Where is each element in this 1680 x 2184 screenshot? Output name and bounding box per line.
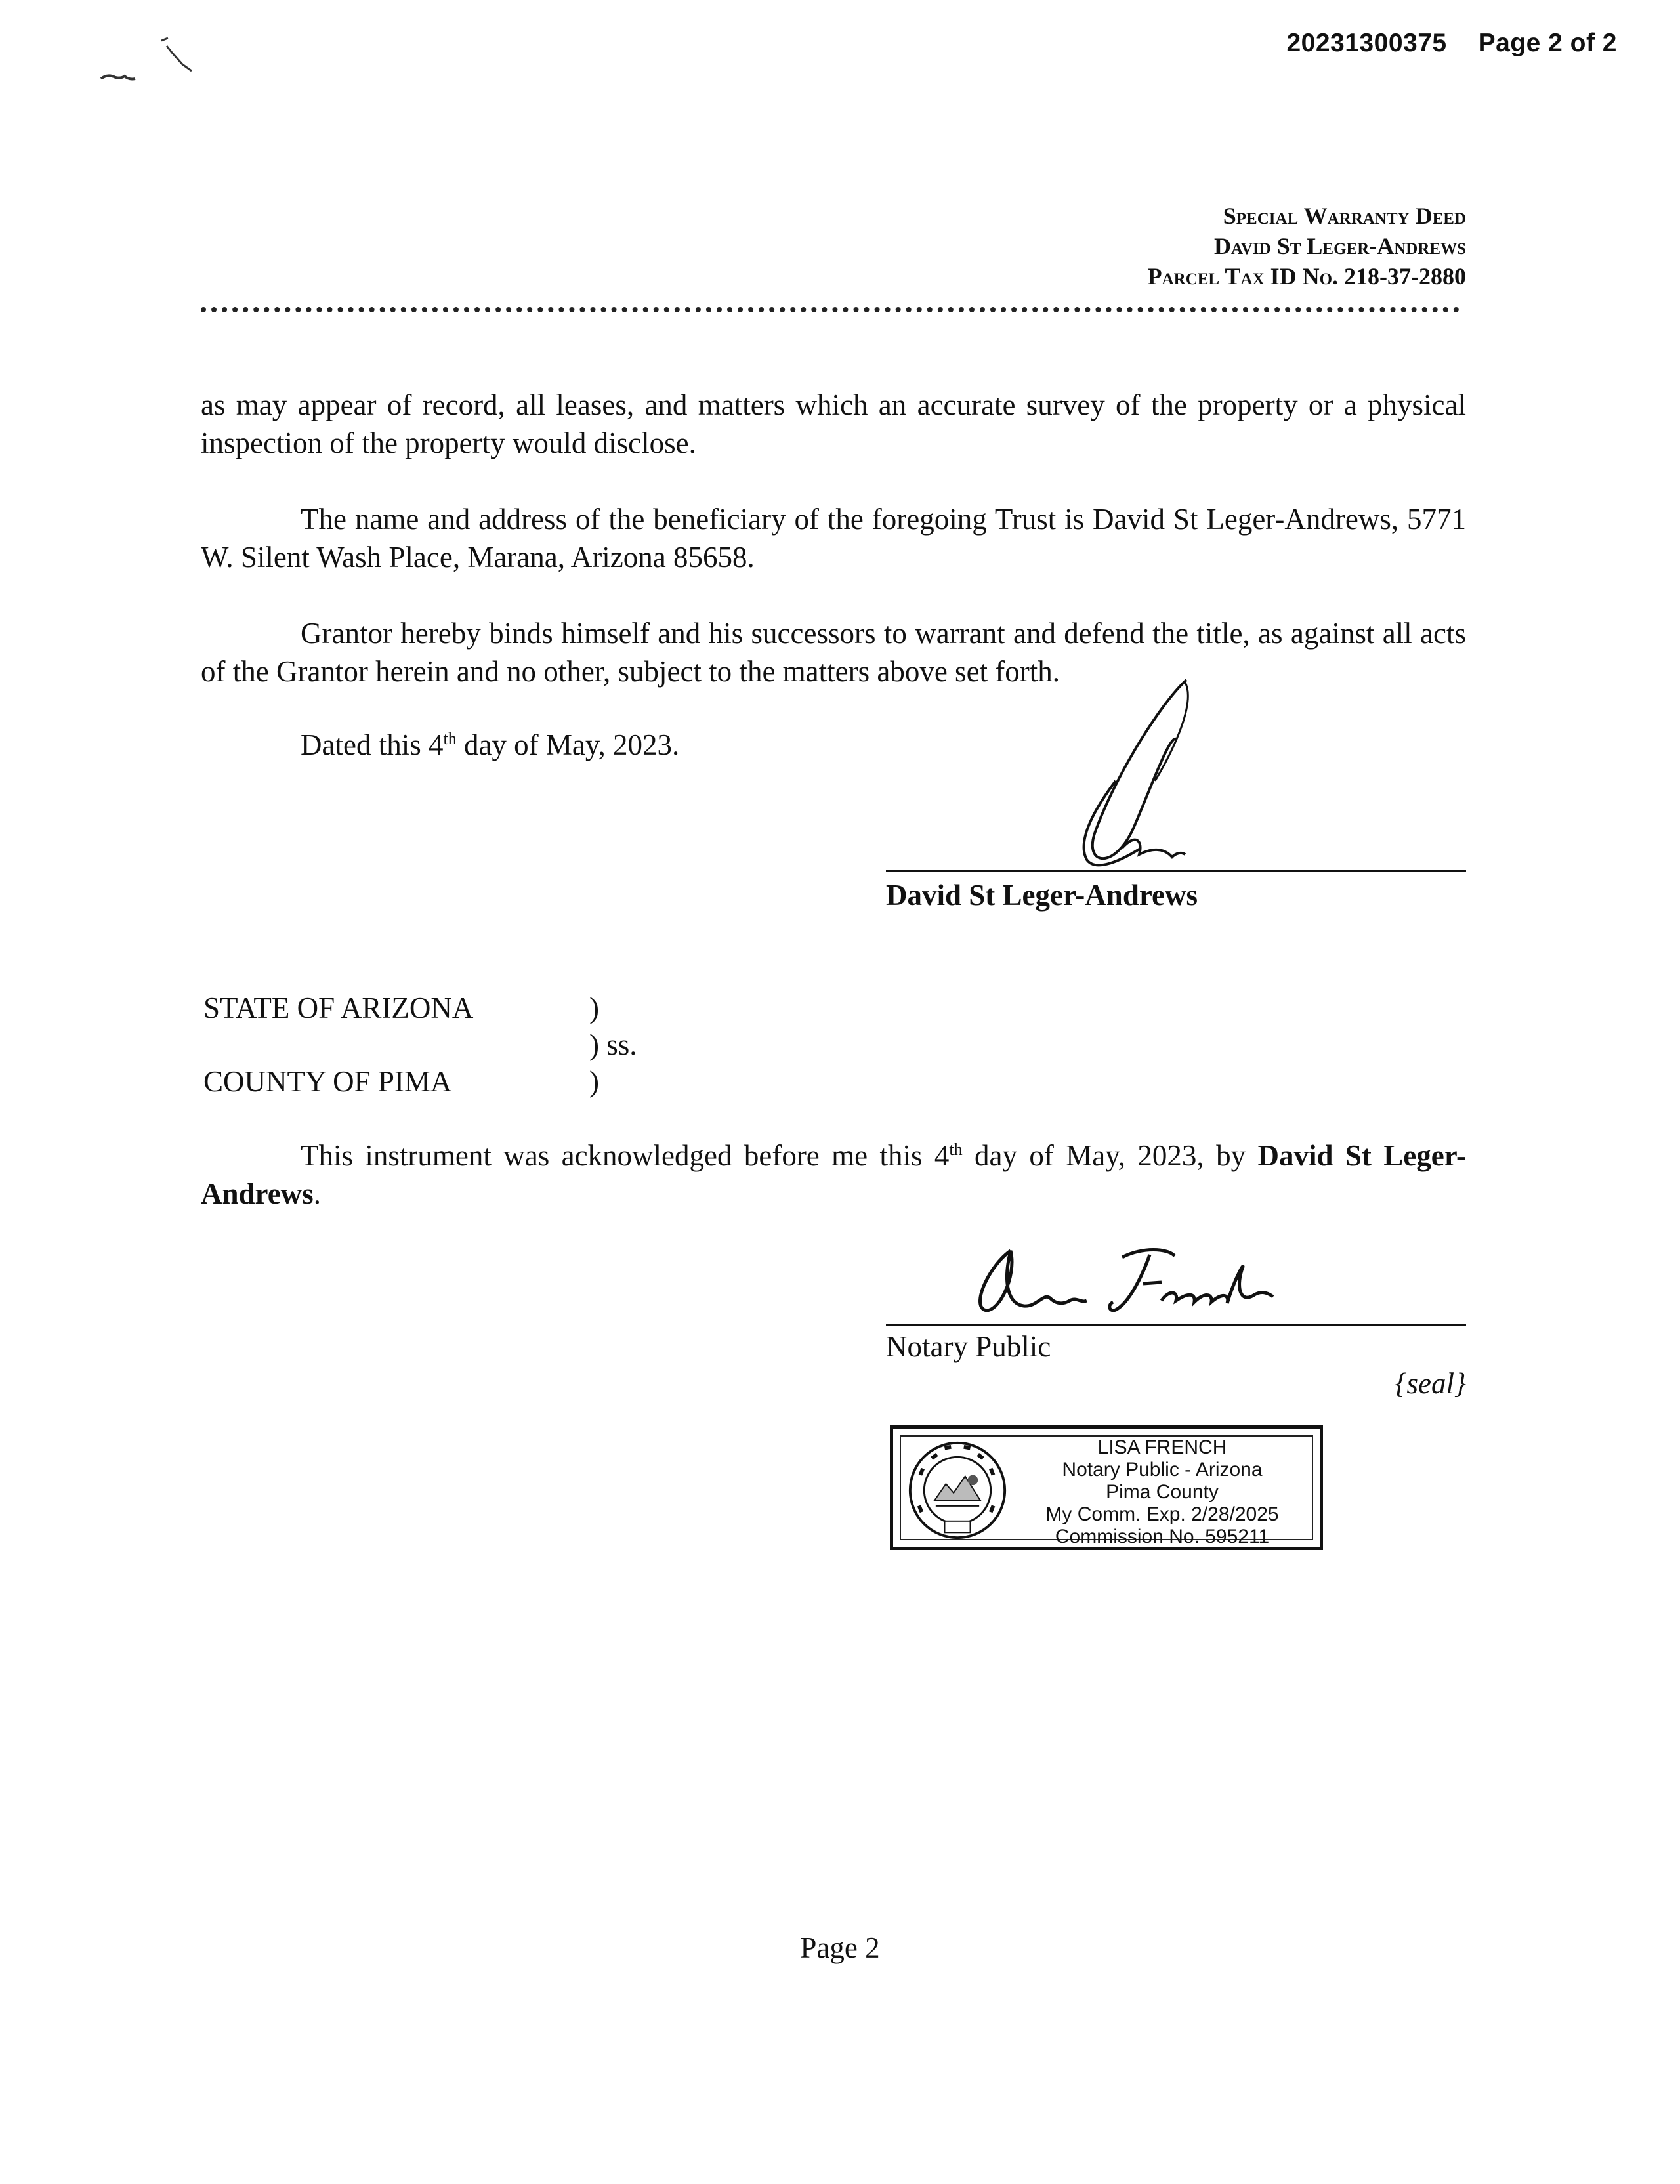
- notary-name: LISA FRENCH: [1097, 1437, 1227, 1458]
- page-count-label: Page 2 of 2: [1478, 29, 1617, 57]
- notary-stamp: [890, 1425, 1323, 1550]
- commission-number: Commission No. 595211: [1055, 1526, 1270, 1547]
- parcel-tax-id: Parcel Tax ID No. 218-37-2880: [1147, 263, 1466, 289]
- dotted-separator: [201, 307, 1460, 312]
- deed-header: [1148, 201, 1466, 291]
- venue-paren: ): [589, 992, 599, 1024]
- venue-state: STATE OF ARIZONA: [203, 992, 474, 1024]
- notary-signature: [965, 1238, 1280, 1330]
- paragraph-warranty: Grantor hereby binds himself and his successors to warrant and defend the title, as against all acts of the Grantor herein and no other, subject to the matters above set forth.: [201, 617, 1466, 688]
- arizona-state-seal-icon: [906, 1439, 1009, 1542]
- paragraph-exceptions: as may appear of record, all leases, and matters which an accurate survey of the property or a physical inspection of the property would disclose.: [201, 388, 1466, 459]
- grantor-signature: [1024, 676, 1208, 873]
- notary-stamp-text: [1015, 1437, 1309, 1548]
- notary-title: Notary Public - Arizona: [1062, 1459, 1263, 1480]
- grantor-signature-line: [886, 870, 1466, 872]
- dated-line: Dated this 4th day of May, 2023.: [301, 728, 680, 761]
- notary-county: Pima County: [1106, 1481, 1219, 1503]
- commission-expiration: My Comm. Exp. 2/28/2025: [1045, 1503, 1279, 1525]
- seal-note: {seal}: [1395, 1367, 1466, 1400]
- recording-header: [1286, 29, 1617, 58]
- venue-county: COUNTY OF PIMA: [203, 1065, 452, 1098]
- deed-title: Special Warranty Deed: [1223, 203, 1466, 229]
- grantor-name: David St Leger-Andrews: [886, 879, 1198, 912]
- notary-public-label: Notary Public: [886, 1330, 1051, 1363]
- paragraph-beneficiary: The name and address of the beneficiary of the foregoing Trust is David St Leger-Andrews, 5771 W. Silent Wash Place, Marana, Arizona 85658.: [201, 503, 1466, 574]
- page-number: Page 2: [800, 1931, 880, 1964]
- document-number: 20231300375: [1286, 29, 1447, 57]
- venue-ss: ) ss.: [589, 1028, 637, 1061]
- deed-grantor: David St Leger-Andrews: [1214, 233, 1466, 259]
- acknowledgment-paragraph: This instrument was acknowledged before me this 4th day of May, 2023, by David St Leger-Andrews.: [201, 1139, 1466, 1210]
- scan-artifact-marks: [98, 33, 210, 92]
- venue-paren: ): [589, 1065, 599, 1098]
- notary-signature-line: [886, 1324, 1466, 1326]
